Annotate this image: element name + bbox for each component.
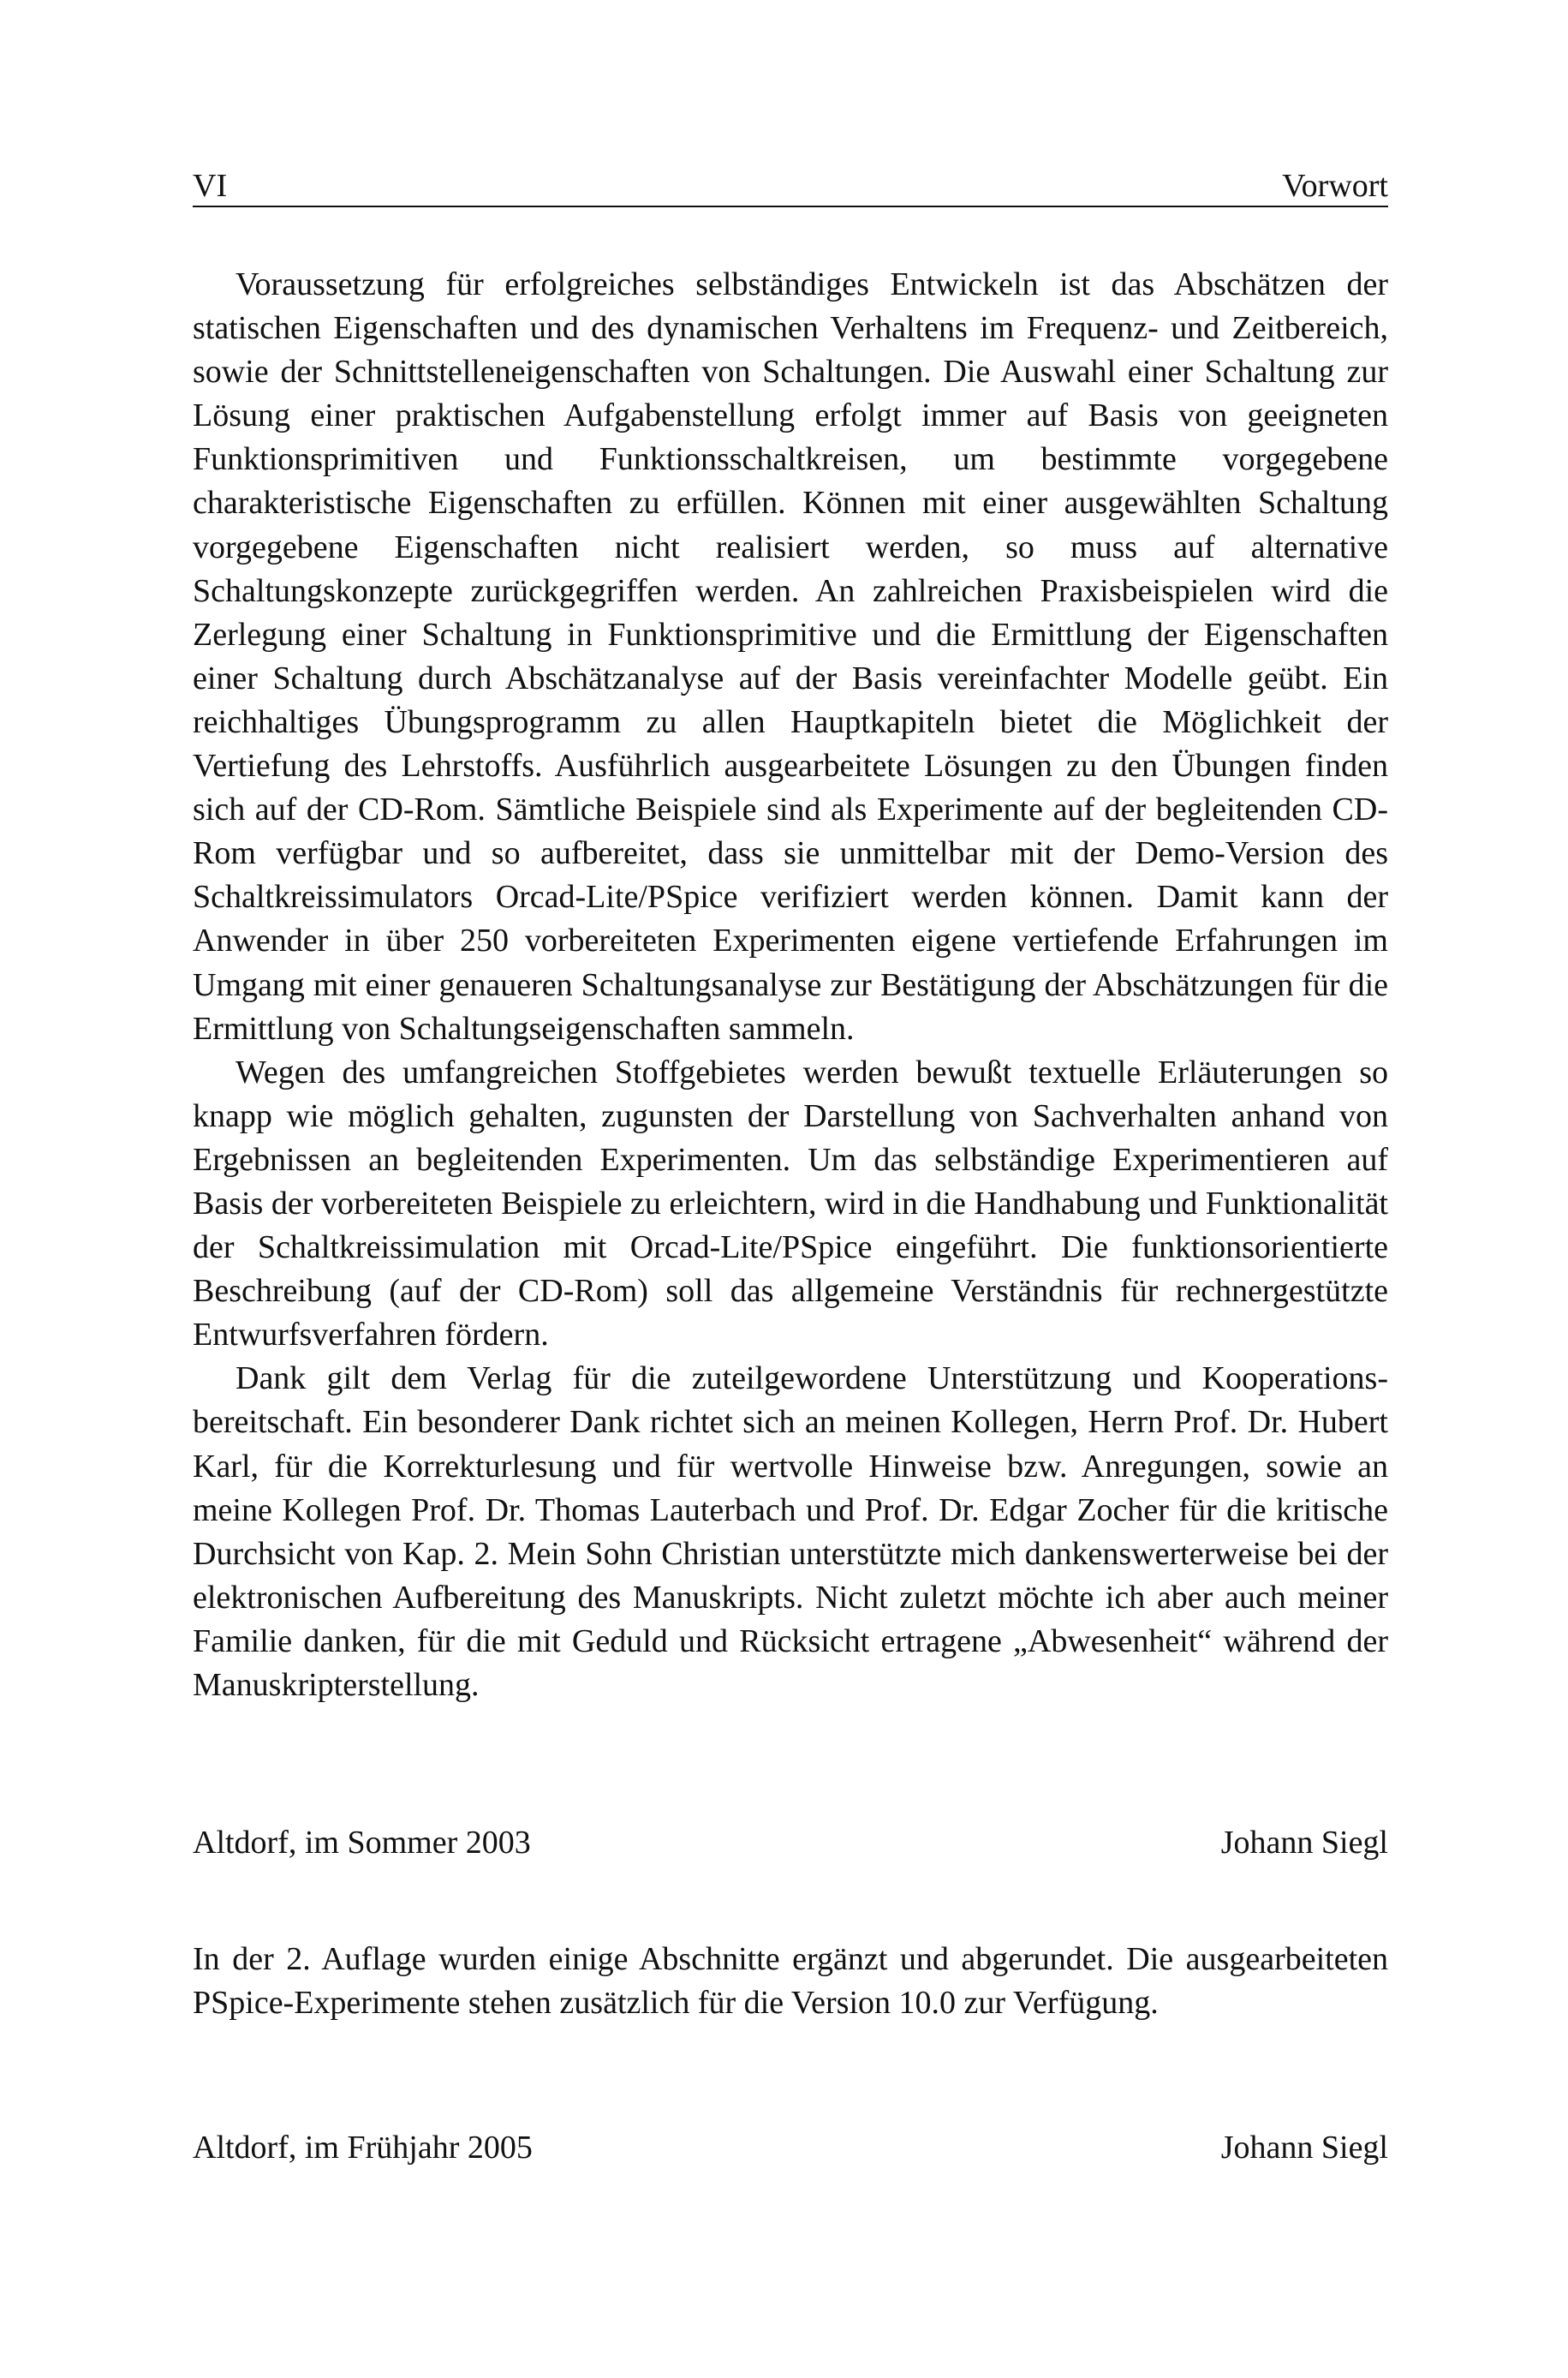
signature-author: Johann Siegl <box>1220 1825 1388 1861</box>
second-edition-note <box>193 1938 1388 2025</box>
section-title: Vorwort <box>1282 168 1388 204</box>
signature-place-date: Altdorf, im Frühjahr 2005 <box>193 2130 533 2166</box>
signature-second-edition <box>193 2128 1388 2167</box>
paragraph-3: Dank gilt dem Verlag für die zuteilgewordene Unterstützung und Kooperationsbereitschaft. Ein besonderer Dank richtet sich an meinen Kollegen, Herrn Prof. Dr. Hubert Karl, für die Korrekturlesung und für wertvolle Hinweise bzw. Anregungen, sowie an meine Kollegen Prof. Dr. Thomas Lauterbach und Prof. Dr. Edgar Zocher für die kritische Durchsicht von Kap. 2. Mein Sohn Christian unterstützte mich dankenswerterweise bei der elektronischen Aufbereitung des Manuskripts. Nicht zuletzt möchte ich aber auch meiner Familie danken, für die mit Geduld und Rücksicht ertragene „Abwesenheit“ während der Manuskripterstellung. <box>193 1360 1388 1703</box>
book-page <box>193 0 1388 2378</box>
page-number: VI <box>193 168 228 204</box>
paragraph-2: Wegen des umfangreichen Stoffgebietes werden bewußt textuelle Erläuterungen so knapp wie möglich gehalten, zugunsten der Darstellung von Sachverhalten anhand von Ergebnissen an begleitenden Experimenten. Um das selbständige Experimentieren auf Basis der vorbereiteten Beispiele zu erleichtern, wird in die Handhabung und Funktionalität der Schaltkreissimulation mit Orcad-Lite/PSpice eingeführt. Die funktionsorientierte Beschreibung (auf der CD-Rom) soll das allgemeine Verständnis für rechnergestützte Entwurfsverfahren fördern. <box>193 1054 1388 1353</box>
paragraph-1: Voraussetzung für erfolgreiches selbständiges Entwickeln ist das Abschätzen der statischen Eigenschaften und des dynamischen Verhaltens im Frequenz- und Zeitbereich, sowie der Schnittstelleneigenschaften von Schaltungen. Die Auswahl einer Schaltung zur Lösung einer praktischen Aufgabenstellung erfolgt immer auf Basis von geeigneten Funktionsprimitiven und Funktionsschaltkreisen, um bestimmte vorgegebene charakteristische Eigenschaften zu erfüllen. Können mit einer ausgewählten Schaltung vorgegebene Eigenschaften nicht realisiert werden, so muss auf alternative Schaltungskonzepte zurückgegriffen werden. An zahlreichen Praxisbeispielen wird die Zerlegung einer Schaltung in Funktionsprimitive und die Ermittlung der Eigenschaften einer Schaltung durch Abschätzanalyse auf der Basis vereinfachter Modelle geübt. Ein reichhaltiges Übungsprogramm zu allen Hauptkapiteln bietet die Möglichkeit der Vertiefung des Lehrstoffs. Ausführlich ausgearbeitete Lösungen zu den Übungen finden sich auf der CD-Rom. Sämtliche Beispiele sind als Experimente auf der begleitenden CD-Rom verfügbar und so aufbereitet, dass sie unmittelbar mit der Demo-Version des Schaltkreissimulators Orcad-Lite/PSpice verifiziert werden können. Damit kann der Anwender in über 250 vorbereiteten Experimenten eigene vertiefende Erfahrungen im Umgang mit einer genaueren Schaltungsanalyse zur Bestätigung der Abschätzungen für die Ermittlung von Schaltungseigenschaften sammeln. <box>193 266 1388 1047</box>
header-rule <box>193 206 1388 207</box>
running-head <box>193 163 1388 206</box>
preface-body <box>193 263 1388 1707</box>
second-edition-paragraph: In der 2. Auflage wurden einige Abschnitte ergänzt und abgerundet. Die ausgearbeiteten PSpice-Experimente stehen zusätzlich für die Version 10.0 zur Verfügung. <box>193 1941 1388 2022</box>
signature-first-edition <box>193 1823 1388 1862</box>
signature-place-date: Altdorf, im Sommer 2003 <box>193 1825 531 1861</box>
signature-author: Johann Siegl <box>1220 2130 1388 2166</box>
